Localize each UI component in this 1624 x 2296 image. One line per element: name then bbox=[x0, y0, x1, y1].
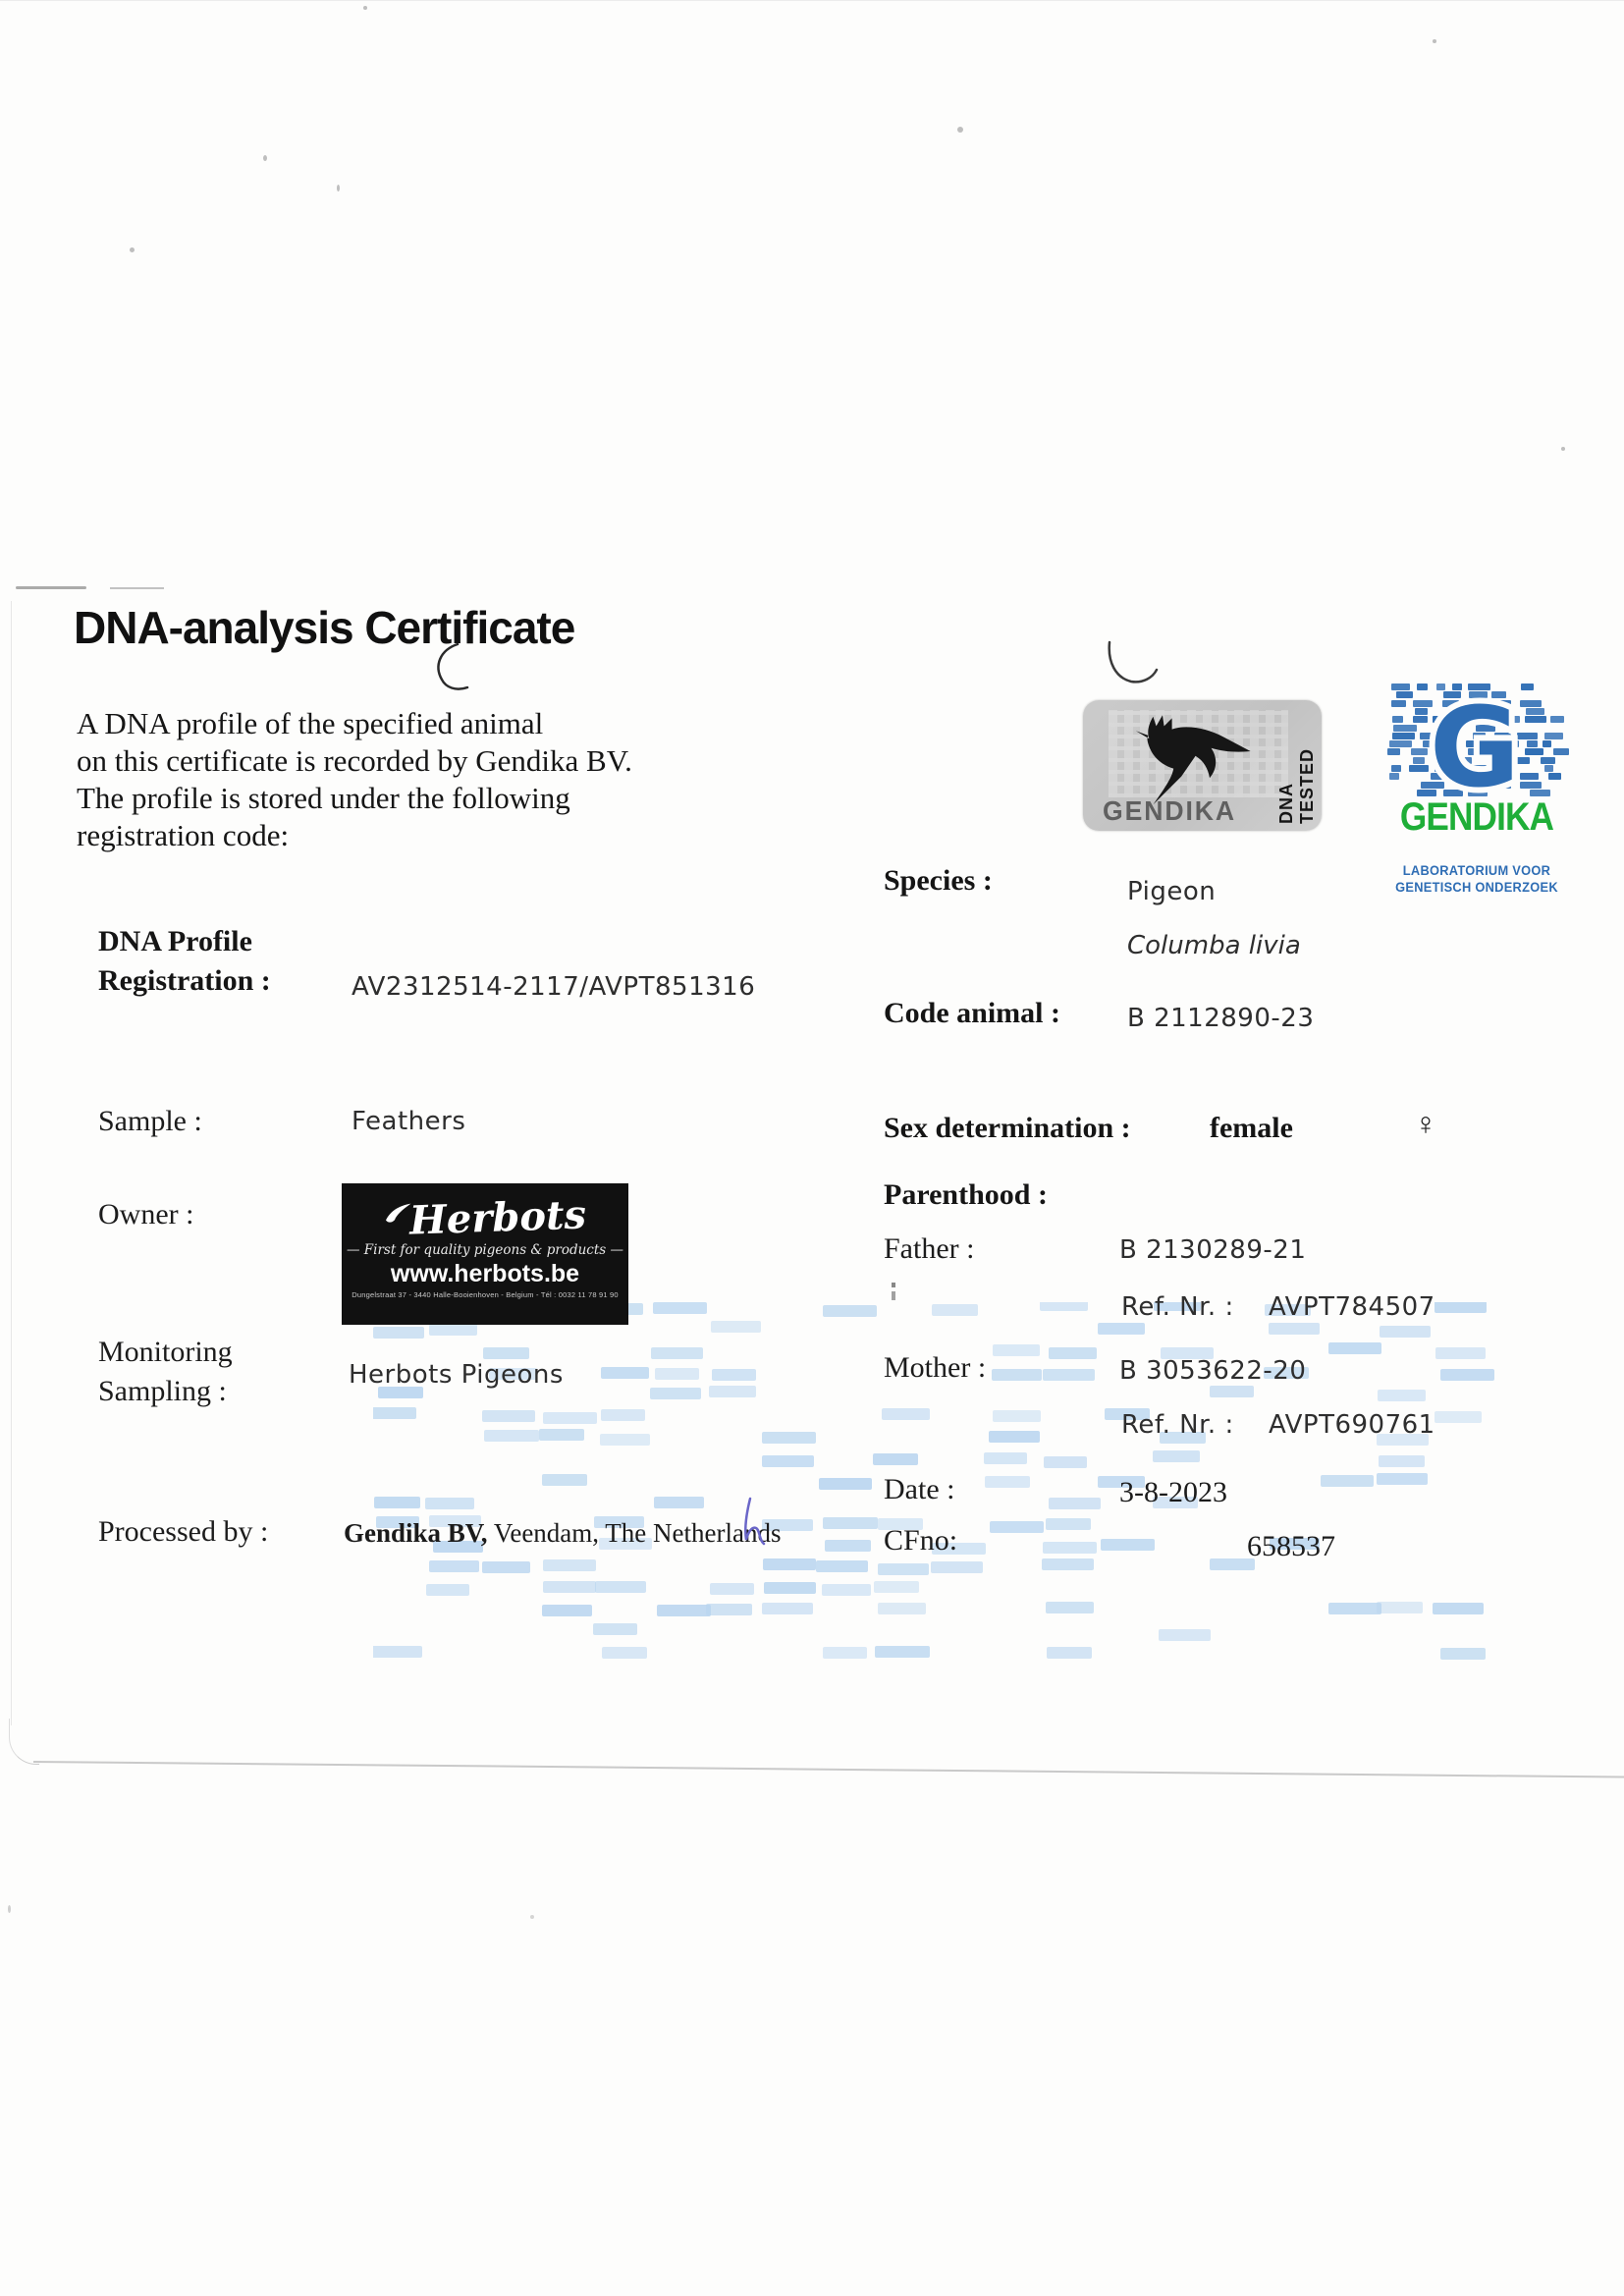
cfno-value: 658537 bbox=[1247, 1530, 1335, 1562]
father-label: Father : bbox=[884, 1232, 975, 1265]
herbots-website: www.herbots.be bbox=[390, 1260, 580, 1287]
owner-label: Owner : bbox=[98, 1198, 194, 1230]
date-label: Date : bbox=[884, 1473, 955, 1505]
mother-value: B 3053622-20 bbox=[1119, 1356, 1307, 1386]
female-symbol: ♀ bbox=[1414, 1106, 1437, 1141]
sex-value: female bbox=[1210, 1112, 1293, 1144]
mother-ref-label: Ref. Nr. : bbox=[1121, 1410, 1234, 1440]
sex-label: Sex determination : bbox=[884, 1112, 1131, 1144]
card-left-edge bbox=[11, 601, 12, 1725]
svg-text:G: G bbox=[1430, 684, 1520, 812]
scan-speck bbox=[337, 185, 340, 191]
scan-speck bbox=[1433, 39, 1436, 43]
cfno-label: CFno: bbox=[884, 1524, 958, 1557]
herbots-logo bbox=[342, 1183, 628, 1325]
gendika-brand-text: GENDIKA bbox=[1399, 795, 1554, 839]
scan-speck bbox=[1561, 447, 1565, 451]
pen-mark-squiggle bbox=[738, 1497, 770, 1554]
gendika-subtitle bbox=[1378, 862, 1575, 896]
intro-line: A DNA profile of the specified animal bbox=[77, 706, 544, 740]
stamp-dna-tested-text: DNA TESTED bbox=[1276, 747, 1317, 824]
intro-line: on this certificate is recorded by Gendika BV. bbox=[77, 743, 632, 778]
monitoring-label-2: Sampling : bbox=[98, 1375, 227, 1407]
father-ref-value: AVPT784507 bbox=[1269, 1292, 1435, 1322]
registration-label-1: DNA Profile bbox=[98, 925, 252, 957]
herbots-name-text: Herbots bbox=[408, 1191, 587, 1244]
gendika-g-icon bbox=[1386, 660, 1563, 817]
herbots-address: Dungelstraat 37 - 3440 Halle-Booienhoven - Belgium - Tél : 0032 11 78 91 90 bbox=[352, 1290, 619, 1299]
scan-speck bbox=[263, 155, 267, 161]
mother-ref-value: AVPT690761 bbox=[1269, 1410, 1435, 1440]
stamp-brand-text: GENDIKA bbox=[1103, 795, 1236, 826]
herbots-logo-name bbox=[342, 1192, 628, 1245]
intro-line: registration code: bbox=[77, 818, 290, 852]
processed-by-location: Veendam, The Netherlands bbox=[487, 1518, 782, 1548]
scan-speck bbox=[130, 247, 135, 252]
registration-label-2: Registration : bbox=[98, 964, 271, 997]
gendika-subtitle-line2: GENETISCH ONDERZOEK bbox=[1395, 880, 1558, 895]
scan-mark-colon bbox=[892, 1283, 895, 1300]
processed-by-value bbox=[344, 1518, 781, 1549]
monitoring-label-1: Monitoring bbox=[98, 1336, 233, 1368]
sample-value: Feathers bbox=[352, 1107, 466, 1136]
herbots-tagline: — First for quality pigeons & products — bbox=[346, 1242, 623, 1258]
processed-by-label: Processed by : bbox=[98, 1515, 269, 1548]
processed-by-company: Gendika BV, bbox=[344, 1518, 488, 1548]
intro-line: The profile is stored under the following bbox=[77, 781, 570, 815]
scan-speck bbox=[957, 127, 963, 133]
code-animal-value: B 2112890-23 bbox=[1127, 1004, 1315, 1033]
intro-paragraph bbox=[77, 705, 632, 854]
card-corner bbox=[9, 1719, 39, 1765]
card-top-edge bbox=[0, 0, 1624, 1]
card-top-edge-dash bbox=[16, 586, 86, 589]
monitoring-value: Herbots Pigeons bbox=[349, 1360, 564, 1390]
mother-label: Mother : bbox=[884, 1351, 987, 1384]
pen-mark-curve bbox=[1106, 638, 1161, 691]
father-ref-label: Ref. Nr. : bbox=[1121, 1292, 1234, 1322]
scan-speck bbox=[363, 6, 367, 10]
father-value: B 2130289-21 bbox=[1119, 1235, 1307, 1265]
gendika-subtitle-line1: LABORATORIUM VOOR bbox=[1402, 863, 1551, 878]
species-latin: Columba livia bbox=[1127, 931, 1301, 960]
date-value: 3-8-2023 bbox=[1119, 1476, 1227, 1508]
species-label: Species : bbox=[884, 864, 993, 897]
species-value: Pigeon bbox=[1127, 877, 1217, 906]
pen-mark-title bbox=[428, 640, 477, 695]
parenthood-label: Parenthood : bbox=[884, 1178, 1048, 1211]
registration-value: AV2312514-2117/AVPT851316 bbox=[352, 972, 756, 1002]
scan-speck bbox=[8, 1905, 11, 1913]
card-top-edge-dash bbox=[110, 587, 164, 589]
card-bottom-edge bbox=[33, 1761, 1624, 1778]
code-animal-label: Code animal : bbox=[884, 997, 1060, 1029]
scan-speck bbox=[530, 1915, 534, 1919]
sample-label: Sample : bbox=[98, 1105, 202, 1137]
page-title: DNA-analysis Certificate bbox=[74, 602, 575, 653]
dna-tested-stamp bbox=[1083, 700, 1322, 831]
